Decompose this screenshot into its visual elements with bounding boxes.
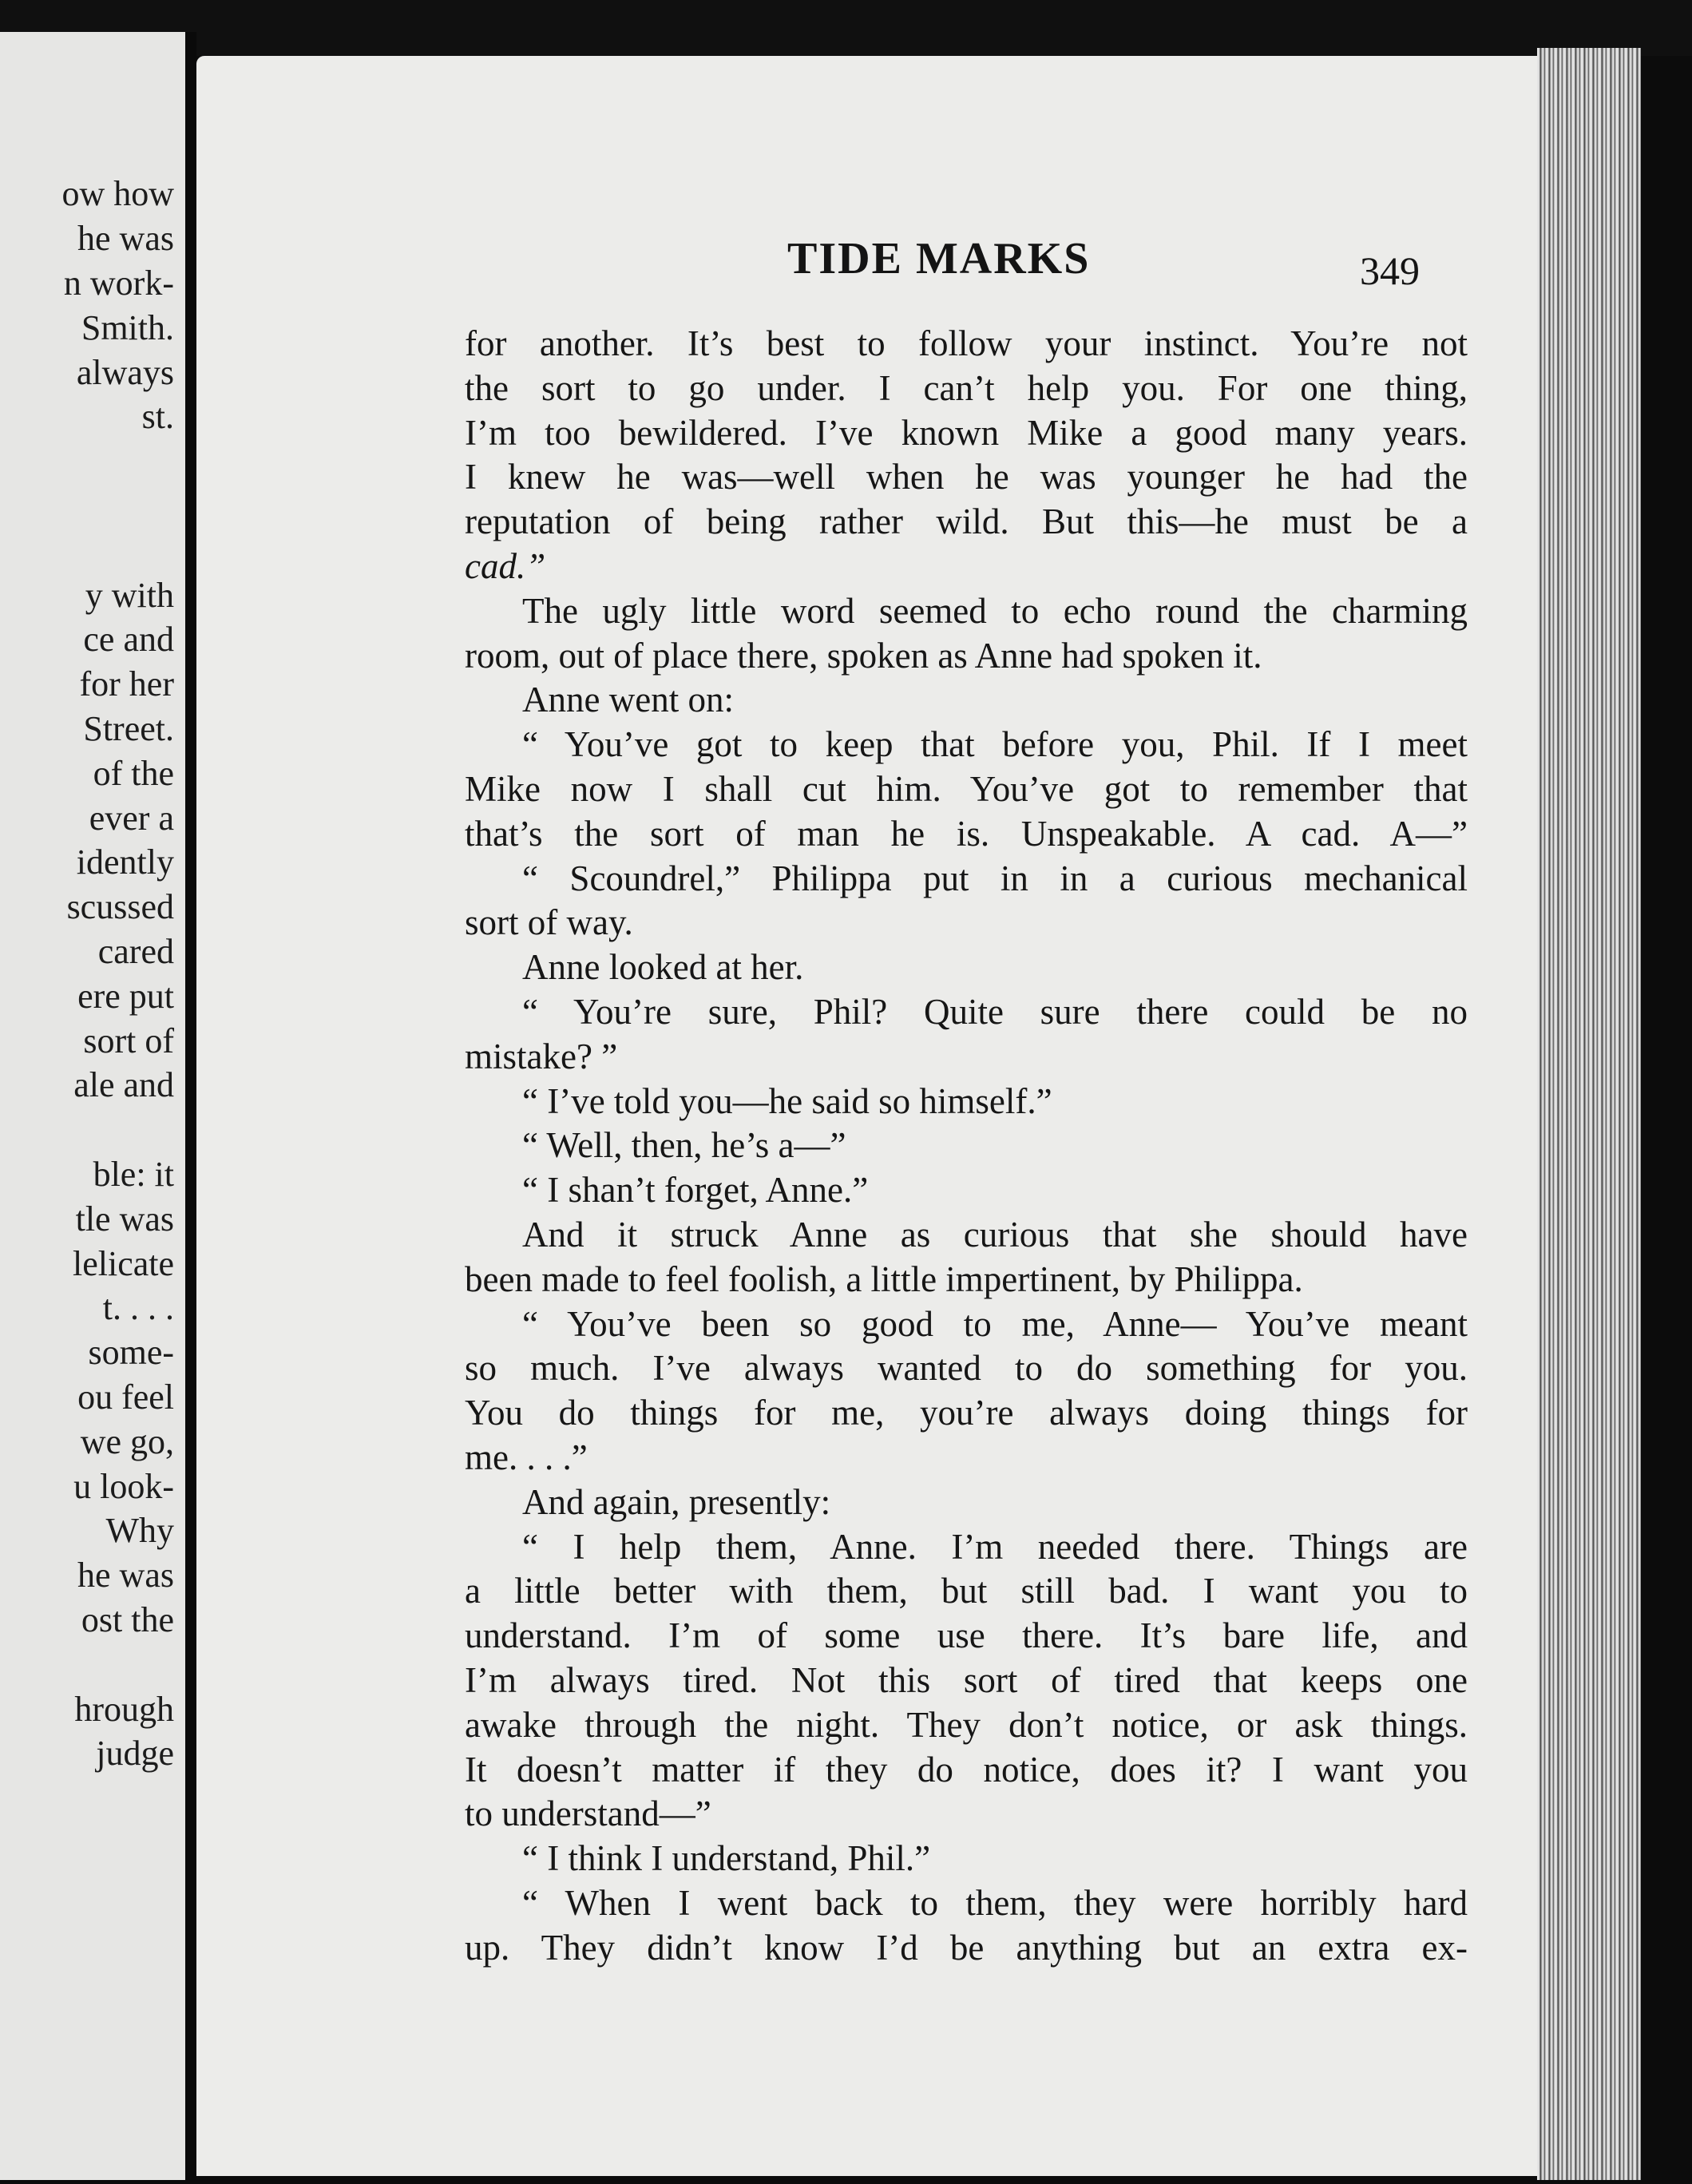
text-line: so much. I’ve always wanted to do something for you. [465, 1348, 1468, 1389]
text-line: that’s the sort of man he is. Unspeakable. A cad. A—” [465, 813, 1468, 854]
scan-top-shadow [0, 0, 1692, 56]
facing-page-fragment: some- [88, 1333, 174, 1373]
text-line: I knew he was—well when he was younger he had the [465, 457, 1468, 497]
facing-page-fragment: always [76, 352, 174, 392]
facing-page-fragment: judge [96, 1734, 174, 1774]
text-line: I’m too bewildered. I’ve known Mike a good many years. [465, 412, 1468, 453]
text-line: I’m always tired. Not this sort of tired that keeps one [465, 1659, 1468, 1700]
facing-page-fragment: ost the [81, 1600, 174, 1639]
facing-page-fragment: lelicate [72, 1243, 174, 1283]
running-head: TIDE MARKS [787, 234, 1091, 283]
facing-page-fragment: he was [77, 1556, 174, 1595]
text-line: The ugly little word seemed to echo round the charming [522, 590, 1468, 631]
body-text [465, 322, 1468, 1970]
text-line: “ Well, then, he’s a—” [522, 1125, 846, 1166]
text-line: sort of way. [465, 902, 633, 943]
text-line: You do things for me, you’re always doing things for [465, 1393, 1468, 1433]
text-line: “ I shan’t forget, Anne.” [522, 1170, 869, 1211]
text-line: room, out of place there, spoken as Anne had spoken it. [465, 635, 1262, 676]
text-line: a little better with them, but still bad. I want you to [465, 1571, 1468, 1611]
text-line: awake through the night. They don’t notice, or ask things. [465, 1704, 1468, 1745]
text-line: cad.” [465, 545, 546, 586]
text-line: “ I’ve told you—he said so himself.” [522, 1080, 1052, 1121]
text-line: to understand—” [465, 1794, 711, 1834]
book-gutter [185, 32, 196, 2180]
facing-page-fragment: Why [105, 1511, 174, 1551]
text-line: “ Scoundrel,” Philippa put in in a curious mechanical [522, 858, 1468, 898]
text-line: And again, presently: [522, 1481, 831, 1522]
facing-page-fragment: ce and [83, 620, 174, 660]
text-line: for another. It’s best to follow your instinct. You’re not [465, 323, 1468, 363]
text-line: me. . . .” [465, 1437, 588, 1477]
page-edges [1537, 48, 1641, 2180]
text-line: Anne went on: [522, 680, 734, 720]
facing-page-fragment: we go, [80, 1421, 174, 1461]
facing-page-fragment: n work- [63, 264, 174, 303]
facing-page-fragment: ou feel [77, 1377, 174, 1417]
facing-page-fragment: y with [85, 575, 174, 615]
text-line: the sort to go under. I can’t help you. For one thing, [465, 367, 1468, 408]
facing-page-fragment: t. . . . [102, 1288, 174, 1328]
facing-page-fragment: st. [141, 397, 174, 437]
facing-page-fragment: ale and [73, 1065, 174, 1105]
facing-page-fragment: ere put [77, 976, 174, 1016]
book-page [196, 56, 1554, 2176]
facing-page-fragment: idently [76, 842, 174, 882]
text-line: “ When I went back to them, they were horribly hard [522, 1882, 1468, 1923]
text-line: “ I help them, Anne. I’m needed there. Things are [522, 1526, 1468, 1567]
facing-page-fragment: sort of [83, 1021, 174, 1060]
facing-page-fragment: u look- [73, 1466, 174, 1506]
text-line: understand. I’m of some use there. It’s bare life, and [465, 1615, 1468, 1656]
facing-page-fragment: he was [77, 219, 174, 259]
text-line: “ You’ve got to keep that before you, Phil. If I meet [522, 724, 1468, 765]
facing-page-fragment: of the [93, 753, 174, 793]
facing-page-fragment: for her [79, 664, 174, 704]
facing-page-fragment: ow how [61, 174, 174, 214]
text-line: been made to feel foolish, a little impertinent, by Philippa. [465, 1258, 1303, 1299]
facing-page-fragment: tle was [75, 1199, 174, 1239]
facing-page-fragment: ever a [89, 798, 174, 838]
text-line: reputation of being rather wild. But this—he must be a [465, 501, 1468, 542]
facing-page-fragment: hrough [74, 1689, 174, 1729]
text-line: And it struck Anne as curious that she should have [522, 1214, 1468, 1255]
facing-page-fragment: scussed [66, 887, 174, 927]
text-line: Anne looked at her. [522, 947, 804, 988]
text-line: Mike now I shall cut him. You’ve got to remember that [465, 768, 1468, 809]
facing-page-fragment: ble: it [93, 1155, 174, 1194]
text-line: mistake? ” [465, 1036, 618, 1076]
text-line: It doesn’t matter if they do notice, does it? I want you [465, 1749, 1468, 1790]
facing-page-left [0, 32, 188, 2180]
text-line: “ You’re sure, Phil? Quite sure there could be no [522, 991, 1468, 1032]
facing-page-fragment: Smith. [81, 307, 174, 347]
text-line: “ I think I understand, Phil.” [522, 1838, 931, 1879]
text-line: up. They didn’t know I’d be anything but an extra ex- [465, 1927, 1468, 1968]
facing-page-fragment: Street. [83, 709, 174, 748]
facing-page-fragment: cared [97, 932, 174, 971]
text-line: “ You’ve been so good to me, Anne— You’ve meant [522, 1303, 1468, 1344]
page-number: 349 [1360, 248, 1420, 293]
